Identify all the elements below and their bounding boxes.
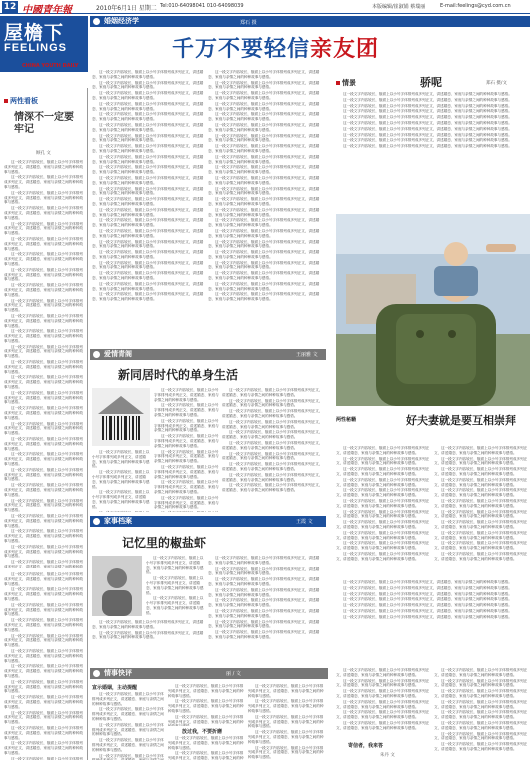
newspaper-masthead: 中國青年報 [22, 5, 72, 16]
emotion-story-headline: 骄呢 [420, 76, 442, 89]
love-story-body-col0: 这一段文字内容较长，版面上以小号字体排列成多列正文，讲述婚恋、家庭与亲情之间的种种故事与感悟。 这一段文字内容较长，版面上以小号字体排列成多列正文，讲述婚恋、家庭与亲情之间的种种故事与感悟。 这一段文字内容较长，版面上以小号字体排列成多列正文，讲述婚恋、家庭与亲情之间的种种故事与感悟。 [92, 450, 150, 509]
father-child-photo [336, 214, 530, 406]
left-column-body-lower: 这一段文字内容较长，版面上以小号字体排列成多列正文，讲述婚恋、家庭与亲情之间的种种故事与感悟。 这一段文字内容较长，版面上以小号字体排列成多列正文，讲述婚恋、家庭与亲情之间的种种故事与感悟。 这一段文字内容较长，版面上以小号字体排列成多列正文，讲述婚恋、家庭与亲情之间的种种故事与感悟。 这一段文字内容较长，版面上以小号字体排列成多列正文，讲述婚恋、家庭与亲情之间的种种故事与感悟。 这一段文字内容较长，版面上以小号字体排列成多列正文，讲述婚恋、家庭与亲情之间的种种故事与感悟。 这一段文字内容较长，版面上以小号字体排列成多列正文，讲述婚恋、家庭与亲情之间的种种故事与感悟。 这一段文字内容较长，版面上以小号字体排列成多列正文，讲述婚恋、家庭与亲情之间的种种故事与感悟。 这一段文字内容较长，版面上以小号字体排列成多列正文，讲述婚恋、家庭与亲情之间的种种故事与感悟。 这一段文字内容较长，版面上以小号字体排列成多列正文，讲述婚恋、家庭与亲情之间的种种故事与感悟。 这一段文字内容较长，版面上以小号字体排列成多列正文，讲述婚恋、家庭与亲情之间的种种故事与感悟。 这一段文字内容较长，版面上以小号字体排列成多列正文，讲述婚恋、家庭与亲情之间的种种故事与感悟。 这一段文字内容较长，版面上以小号字体排列成多列正文，讲述婚恋、家庭与亲情之间的种种故事与感悟。 这一段文字内容较长，版面上以小号字体排列 [4, 572, 84, 760]
section-english-title: FEELINGS [4, 42, 68, 54]
family-story-body-col2: 这一段文字内容较长，版面上以小号字体排列成多列正文，讲述婚恋、家庭与亲情之间的种种故事与感悟。 这一段文字内容较长，版面上以小号字体排列成多列正文，讲述婚恋、家庭与亲情之间的种种故事与感悟。 这一段文字内容较长，版面上以小号字体排列成多列正文，讲述婚恋、家庭与亲情之间的种种故事与感悟。 这一段文字内容较长，版面上以小号字体排列成多列正文，讲述婚恋、家庭与亲情之间的种种故事与感悟。 这一段文字内容较长，版面上以小号字体排列成多列正文，讲述婚恋、家庭与亲情之间的种种故事与感悟。 这一段文字内容较长，版面上以小号字体排列成多列正文，讲述婚恋、家庭与亲情之间的种种故事与感悟。 这一段文字内容较长，版面上以小号字体排列成多列正文，讲述婚恋、家庭与亲情之间的种种故事与感悟。 这一段文字内容较长，版面上以小号字体排列成多列正文，讲述婚恋、家庭与亲情之间的种种故事与感悟。 [208, 556, 320, 639]
main-headline [172, 32, 379, 63]
issue-date: 2010年6月1日 星期二 [96, 5, 157, 12]
bottom-story-author: 丽 / 文 [226, 671, 241, 677]
family-photo [92, 556, 142, 616]
love-story-tag: 爱情青阁 [104, 350, 132, 358]
photo-illustration [336, 214, 530, 406]
section-subtitle: CHINA YOUTH DAILY [22, 63, 79, 69]
bottom-subhead-3: 寄信者，我来答 [348, 743, 384, 749]
bottom-right-body-col1: 这一段文字内容较长，版面上以小号字体排列成多列正文，讲述婚恋、家庭与亲情之间的种种故事与感悟。 这一段文字内容较长，版面上以小号字体排列成多列正文，讲述婚恋、家庭与亲情之间的种种故事与感悟。 这一段文字内容较长，版面上以小号字体排列成多列正文，讲述婚恋、家庭与亲情之间的种种故事与感悟。 这一段文字内容较长，版面上以小号字体排列成多列正文，讲述婚恋、家庭与亲情之间的种种故事与感悟。 这一段文字内容较长，版面上以小号字体排列成多列正文，讲述婚恋、家庭与亲情之间的种种故事与感悟。 这一段文字内容较长，版面上以小号字体排列成多列正文，讲述婚恋、家庭与亲情之间的种种故事与感悟。 [336, 668, 430, 730]
main-story-body-col2: 这一段文字内容较长，版面上以小号字体排列成多列正文，讲述婚恋、家庭与亲情之间的种种故事与感悟。 这一段文字内容较长，版面上以小号字体排列成多列正文，讲述婚恋、家庭与亲情之间的种种故事与感悟。 这一段文字内容较长，版面上以小号字体排列成多列正文，讲述婚恋、家庭与亲情之间的种种故事与感悟。 这一段文字内容较长，版面上以小号字体排列成多列正文，讲述婚恋、家庭与亲情之间的种种故事与感悟。 这一段文字内容较长，版面上以小号字体排列成多列正文，讲述婚恋、家庭与亲情之间的种种故事与感悟。 这一段文字内容较长，版面上以小号字体排列成多列正文，讲述婚恋、家庭与亲情之间的种种故事与感悟。 这一段文字内容较长，版面上以小号字体排列成多列正文，讲述婚恋、家庭与亲情之间的种种故事与感悟。 这一段文字内容较长，版面上以小号字体排列成多列正文，讲述婚恋、家庭与亲情之间的种种故事与感悟。 这一段文字内容较长，版面上以小号字体排列成多列正文，讲述婚恋、家庭与亲情之间的种种故事与感悟。 这一段文字内容较长，版面上以小号字体排列成多列正文，讲述婚恋、家庭与亲情之间的种种故事与感悟。 这一段文字内容较长，版面上以小号字体排列成多列正文，讲述婚恋、家庭与亲情之间的种种故事与感悟。 这一段文字内容较长，版面上以小号字体排列成多列正文，讲述婚恋、家庭与亲情之间的种种故事与感悟。 这一段文字内容较长，版面上以小号字体排列成多列正文，讲述婚恋、家庭与亲情之间的种种故事与感悟。 这一段文字内容较长，版面上以小号字体排列成多列正文，讲述婚恋、家庭与亲情之间的种种故事与感悟。 这一段文字内容较长，版面上以小号字体排列成多列正文，讲述婚恋、家庭与亲情之间的种种故事与感悟。 这一段文字内容较长，版面上以小号字体排列成多列正文，讲述婚恋、家庭与亲情之间的种种故事与感悟。 这一段文字内容较长，版面上以小号字体排列成多列正文，讲述婚恋、家庭与亲情之间的种种故事与感悟。 这一段文字内容较长，版面上以小号字体排列成多列正文，讲述婚恋、家庭与亲情之间的种种故事与感悟。 这一段文字内容较长，版面上以小号字体排列成多列正文，讲述婚恋、家庭与亲情之间的种种故事与感悟。 这一段文字内容较长，版面上以小号字体排列成多列正文，讲述婚恋、家庭与亲情之间的种种故事与感悟。 这一段文字内容较长，版面上以小号字体排列成多列正文，讲述婚恋、家庭与亲情之间的种种故事与感悟。 这一段文字内容较长，版面上以小号字体排列成多列正文，讲述婚恋、家庭与亲情之间的种种故事与感悟。 [208, 70, 320, 302]
right-middle-body: 这一段文字内容较长，版面上以小号字体排列成多列正文，讲述婚恋、家庭与亲情之间的种种故事与感悟。 这一段文字内容较长，版面上以小号字体排列成多列正文，讲述婚恋、家庭与亲情之间的种种故事与感悟。 这一段文字内容较长，版面上以小号字体排列成多列正文，讲述婚恋、家庭与亲情之间的种种故事与感悟。 这一段文字内容较长，版面上以小号字体排列成多列正文，讲述婚恋、家庭与亲情之间的种种故事与感悟。 这一段文字内容较长，版面上以小号字体排列成多列正文，讲述婚恋、家庭与亲情之间的种种故事与感悟。 这一段文字内容较长，版面上以小号字体排列成多列正文，讲述婚恋、家庭与亲情之间的种种故事与感悟。 这一段文字内容较长，版面上以小号字体排列成多列正文，讲述婚恋、家庭与亲情之间的种种故事与感悟。 [343, 580, 512, 619]
family-story-headline: 记忆里的椒盐虾 [122, 536, 207, 550]
person-icon [92, 556, 142, 616]
love-story-tag-bar [90, 349, 326, 360]
top-header-strip [0, 0, 530, 14]
bullet-icon [4, 99, 8, 103]
family-story-tag: 家事档案 [104, 517, 132, 525]
bottom-story-body-col2: 这一段文字内容较长，版面上以小号字体排列成多列正文，讲述婚恋、家庭与亲情之间的种种故事与感悟。 这一段文字内容较长，版面上以小号字体排列成多列正文，讲述婚恋、家庭与亲情之间的种种故事与感悟。 这一段文字内容较长，版面上以小号字体排列成多列正文，讲述婚恋、家庭与亲情之间的种 [168, 684, 244, 724]
love-story-author: 王丽雅 文 [296, 352, 318, 358]
column-divider [87, 88, 88, 760]
left-column-author: 顾孔 文 [36, 151, 51, 156]
bottom-subhead-1: 宣示婚姻，主动提醒 [92, 685, 138, 691]
barcode-house-icon [92, 388, 150, 446]
barcode-house-image [92, 388, 150, 446]
main-headline-pre: 千万不要轻信 [172, 37, 311, 62]
emotion-story-tag: 情景 [336, 78, 356, 88]
contact-phone: Tel:010-64098041 010-64098039 [160, 3, 244, 9]
family-story-body-col0: 这一段文字内容较长，版面上以小号字体排列成多列正文，讲述婚恋、家庭与亲情之间的种种故事与感悟。 这一段文字内容较长，版面上以小号字体排列成多列正文，讲述婚恋、家庭与亲情之间的种种故事与感悟。 这一段文字内容较长，版面上以小号字体排列成多列正文，讲述婚恋、家庭与亲情之间的种种故事与感悟。 [146, 556, 204, 615]
bottom-story-body-col3: 这一段文字内容较长，版面上以小号字体排列成多列正文，讲述婚恋、家庭与亲情之间的种种故事与感悟。 这一段文字内容较长，版面上以小号字体排列成多列正文，讲述婚恋、家庭与亲情之间的种种故事与感悟。 这一段文字内容较长，版面上以小号字体排列成多列正文，讲述婚恋、家庭与亲情之间的种种故事与感悟。 这一段文字内容较长，版面上以小号字体排列成多列正文，讲述婚恋、家庭与亲情之间的种种故事与感悟。 这一段文字内容较长，版面上以小号字体排列成多列正文，讲述婚恋、家庭与亲情之间的种种故事与感悟。 [248, 684, 324, 760]
family-story-tag-bar [90, 516, 326, 527]
bullet-icon [336, 81, 340, 85]
bottom-story-tag: 情事快评 [104, 669, 132, 677]
bottom-story-body-col2b: 这一段文字内容较长，版面上以小号字体排列成多列正文，讲述婚恋、家庭与亲情之间的种种故事与感悟。 这一段文字内容较长，版面上以小号字体排列成多列正文，讲述婚恋、家庭与亲情之间的种 [168, 736, 244, 760]
family-story-author: 王霞 文 [296, 519, 313, 525]
section-title: 屋檐下 [4, 22, 65, 44]
emotion-story-author: 郑石 摄/文 [486, 81, 507, 86]
family-story-body-col1: 这一段文字内容较长，版面上以小号字体排列成多列正文，讲述婚恋、家庭与亲情之间的种种故事与感悟。 这一段文字内容较长，版面上以小号字体排列成多列正文，讲述婚恋、家庭与亲情之间的种种故事与感悟。 [92, 620, 204, 640]
page-number: 12 [3, 2, 17, 12]
love-story-body-col1: 这一段文字内容较长，版面上以小号字体排列成多列正文，讲述婚恋、家庭与亲情之间的种种故事与感悟。 这一段文字内容较长，版面上以小号字体排列成多列正文，讲述婚恋、家庭与亲情之间的种种故事与感悟。 这一段文字内容较长，版面上以小号字体排列成多列正文，讲述婚恋、家庭与亲情之间的种种故事与感悟。 这一段文字内容较长，版面上以小号字体排列成多列正文，讲述婚恋、家庭与亲情之间的种种故事与感悟。 这一段文字内容较长，版面上以小号字体排列成多列正文，讲述婚恋、家庭与亲情之间的种种故事与感悟。 这一段文字内容较长，版面上以小号字体排列成多列正文，讲述婚恋、家庭与亲情之间的种种故事与感悟。 这一段文字内容较长，版面上以小号字体排列成多列正文，讲述婚恋、家庭与亲情之间的种种故事与感悟。 这一段文字内容较长，版面上以小号字体排列成多列正文，讲述婚恋、家庭与亲情之间的种种故事与感悟。 [154, 388, 219, 510]
left-column-tag: 两性看板 [4, 96, 38, 106]
caption-box-body-col2: 这一段文字内容较长，版面上以小号字体排列成多列正文，讲述婚恋、家庭与亲情之间的种种故事与感悟。 这一段文字内容较长，版面上以小号字体排列成多列正文，讲述婚恋、家庭与亲情之间的种种故事与感悟。 这一段文字内容较长，版面上以小号字体排列成多列正文，讲述婚恋、家庭与亲情之间的种种故事与感悟。 这一段文字内容较长，版面上以小号字体排列成多列正文，讲述婚恋、家庭与亲情之间的种种故事与感悟。 这一段文字内容较长，版面上以小号字体排列成多列正文，讲述婚恋、家庭与亲情之间的种种故事与感悟。 这一段文字内容较长，版面上以小号字体排列成多列正文，讲述婚恋、家庭与亲情之间的种种故事与感悟。 这一段文字内容较长，版面上以小号字体排列成多列正文，讲述婚恋、家庭与亲情之间的种种故事与感悟。 这一段文字内容较长，版面上以小号字体排列成多列正文，讲述婚恋、家庭与亲情之间的种种故事与感悟。 这一段文字内容较长，版面上以小号字体排列成多列正文，讲述婚恋、家庭与亲情之间的种种故事与感悟。 这一段文字内容较长，版面上以小号字体排列成多列正文，讲述婚恋、家庭与亲情之间的种种故事与感悟。 这一段文字内容较长，版面上以小号字体排列成多列正文，讲述婚恋、家庭与亲情之间的种种故事与感悟。 [434, 446, 528, 561]
love-story-body-col2: 这一段文字内容较长，版面上以小号字体排列成多列正文，讲述婚恋、家庭与亲情之间的种种故事与感悟。 这一段文字内容较长，版面上以小号字体排列成多列正文，讲述婚恋、家庭与亲情之间的种种故事与感悟。 这一段文字内容较长，版面上以小号字体排列成多列正文，讲述婚恋、家庭与亲情之间的种种故事与感悟。 这一段文字内容较长，版面上以小号字体排列成多列正文，讲述婚恋、家庭与亲情之间的种种故事与感悟。 这一段文字内容较长，版面上以小号字体排列成多列正文，讲述婚恋、家庭与亲情之间的种种故事与感悟。 这一段文字内容较长，版面上以小号字体排列成多列正文，讲述婚恋、家庭与亲情之间的种种故事与感悟。 这一段文字内容较长，版面上以小号字体排列成多列正文，讲述婚恋、家庭与亲情之间的种种故事与感悟。 这一段文字内容较长，版面上以小号字体排列成多列正文，讲述婚恋、家庭与亲情之间的种种故事与感悟。 这一段文字内容较长，版面上以小号字体排列成多列正文，讲述婚恋、家庭与亲情之间的种种故事与感悟。 这一段文字内容较长，版面上以小号字体排列成多列正文，讲述婚恋、家庭与亲情之间的种种故事与感悟。 [222, 388, 323, 493]
love-story-headline: 新同居时代的单身生活 [118, 368, 239, 382]
caption-box-body-col1: 这一段文字内容较长，版面上以小号字体排列成多列正文，讲述婚恋、家庭与亲情之间的种种故事与感悟。 这一段文字内容较长，版面上以小号字体排列成多列正文，讲述婚恋、家庭与亲情之间的种种故事与感悟。 这一段文字内容较长，版面上以小号字体排列成多列正文，讲述婚恋、家庭与亲情之间的种种故事与感悟。 这一段文字内容较长，版面上以小号字体排列成多列正文，讲述婚恋、家庭与亲情之间的种种故事与感悟。 这一段文字内容较长，版面上以小号字体排列成多列正文，讲述婚恋、家庭与亲情之间的种种故事与感悟。 这一段文字内容较长，版面上以小号字体排列成多列正文，讲述婚恋、家庭与亲情之间的种种故事与感悟。 这一段文字内容较长，版面上以小号字体排列成多列正文，讲述婚恋、家庭与亲情之间的种种故事与感悟。 这一段文字内容较长，版面上以小号字体排列成多列正文，讲述婚恋、家庭与亲情之间的种种故事与感悟。 这一段文字内容较长，版面上以小号字体排列成多列正文，讲述婚恋、家庭与亲情之间的种种故事与感悟。 这一段文字内容较长，版面上以小号字体排列成多列正文，讲述婚恋、家庭与亲情之间的种种故事与感悟。 这一段文字内容较长，版面上以小号字体排列成多列正文，讲述婚恋、家庭与亲情之间的种种故事与感悟。 [336, 446, 430, 561]
caption-box-label: 两性秘籍 [336, 417, 357, 423]
main-story-tag-bar [90, 16, 530, 27]
left-column-body: 这一段文字内容较长，版面上以小号字体排列成多列正文，讲述婚恋、家庭与亲情之间的种种故事与感悟。 这一段文字内容较长，版面上以小号字体排列成多列正文，讲述婚恋、家庭与亲情之间的种种故事与感悟。 这一段文字内容较长，版面上以小号字体排列成多列正文，讲述婚恋、家庭与亲情之间的种种故事与感悟。 这一段文字内容较长，版面上以小号字体排列成多列正文，讲述婚恋、家庭与亲情之间的种种故事与感悟。 这一段文字内容较长，版面上以小号字体排列成多列正文，讲述婚恋、家庭与亲情之间的种种故事与感悟。 这一段文字内容较长，版面上以小号字体排列成多列正文，讲述婚恋、家庭与亲情之间的种种故事与感悟。 这一段文字内容较长，版面上以小号字体排列成多列正文，讲述婚恋、家庭与亲情之间的种种故事与感悟。 这一段文字内容较长，版面上以小号字体排列成多列正文，讲述婚恋、家庭与亲情之间的种种故事与感悟。 这一段文字内容较长，版面上以小号字体排列成多列正文，讲述婚恋、家庭与亲情之间的种种故事与感悟。 这一段文字内容较长，版面上以小号字体排列成多列正文，讲述婚恋、家庭与亲情之间的种种故事与感悟。 这一段文字内容较长，版面上以小号字体排列成多列正文，讲述婚恋、家庭与亲情之间的种种故事与感悟。 这一段文字内容较长，版面上以小号字体排列成多列正文，讲述婚恋、家庭与亲情之间的种种故事与感悟。 这一段文字内容较长，版面上以小号字体排列成多列正文，讲述婚恋、家庭与亲情之间的种种故事与感悟。 这一段文字内容较长，版面上以小号字体排列成多列正文，讲述婚恋、家庭与亲情之间的种种故事与感悟。 这一段文字内容较长，版面上以小号字体排列成多列正文，讲述婚恋、家庭与亲情之间的种种故事与感悟。 这一段文字内容较长，版面上以小号字体排列成多列正文，讲述婚恋、家庭与亲情之间的种种故事与感悟。 这一段文字内容较长，版面上以小号字体排列成多列正文，讲述婚恋、家庭与亲情之间的种种故事与感悟。 这一段文字内容较长，版面上以小号字体排列成多列正文，讲述婚恋、家庭与亲情之间的种种故事与感悟。 这一段文字内容较长，版面上以小号字体排列成多列正文，讲述婚恋、家庭与亲情之间的种种故事与感悟。 这一段文字内容较长，版面上以小号字体排列成多列正文，讲述婚恋、家庭与亲情之间的种种故事与感悟。 这一段文字内容较长，版面上以小号字体排列成多列正文，讲述婚恋、家庭与亲情之间的种种故事与感悟。 这一段文字内容较长，版面上以小号字体排列成多列正文，讲述婚恋、家庭与亲情之间的种种故事与感悟。 这一段文字内容较长，版面上以小号字体排列成多列正文，讲述婚恋、家庭与亲情之间的种种故事与感悟。 这一段文字内容较长，版面上以小号字体排列成多列正文，讲述婚恋、家庭与亲情之间的种种故事与感悟。 这一段文字内容较长，版面上以小号字体排列成多列正文，讲述婚恋、家庭与亲情之间的种种故事与感悟。 这一段文字内容较长，版面上以小号字体排列成多列正文，讲述婚恋、家庭与亲情之间的种种故事与感悟。 这一段文字内容较长，版面上以小号字体排列成多列正文，讲述婚恋、家庭与亲情之间的种种故 [4, 160, 84, 568]
bottom-story-tag-bar [90, 668, 328, 679]
contact-email: E-mail:feelings@cyd.com.cn [440, 3, 511, 9]
left-column-title: 情深不一定要牢记 [14, 112, 74, 135]
main-story-tag: 婚姻经济学 [104, 17, 139, 25]
caption-box-headline: 好夫妻就是要互相崇拜 [406, 414, 516, 427]
bottom-subhead-2: 放过我，不要折磨 [182, 729, 223, 735]
main-story-body-col1: 这一段文字内容较长，版面上以小号字体排列成多列正文，讲述婚恋、家庭与亲情之间的种种故事与感悟。 这一段文字内容较长，版面上以小号字体排列成多列正文，讲述婚恋、家庭与亲情之间的种种故事与感悟。 这一段文字内容较长，版面上以小号字体排列成多列正文，讲述婚恋、家庭与亲情之间的种种故事与感悟。 这一段文字内容较长，版面上以小号字体排列成多列正文，讲述婚恋、家庭与亲情之间的种种故事与感悟。 这一段文字内容较长，版面上以小号字体排列成多列正文，讲述婚恋、家庭与亲情之间的种种故事与感悟。 这一段文字内容较长，版面上以小号字体排列成多列正文，讲述婚恋、家庭与亲情之间的种种故事与感悟。 这一段文字内容较长，版面上以小号字体排列成多列正文，讲述婚恋、家庭与亲情之间的种种故事与感悟。 这一段文字内容较长，版面上以小号字体排列成多列正文，讲述婚恋、家庭与亲情之间的种种故事与感悟。 这一段文字内容较长，版面上以小号字体排列成多列正文，讲述婚恋、家庭与亲情之间的种种故事与感悟。 这一段文字内容较长，版面上以小号字体排列成多列正文，讲述婚恋、家庭与亲情之间的种种故事与感悟。 这一段文字内容较长，版面上以小号字体排列成多列正文，讲述婚恋、家庭与亲情之间的种种故事与感悟。 这一段文字内容较长，版面上以小号字体排列成多列正文，讲述婚恋、家庭与亲情之间的种种故事与感悟。 这一段文字内容较长，版面上以小号字体排列成多列正文，讲述婚恋、家庭与亲情之间的种种故事与感悟。 这一段文字内容较长，版面上以小号字体排列成多列正文，讲述婚恋、家庭与亲情之间的种种故事与感悟。 这一段文字内容较长，版面上以小号字体排列成多列正文，讲述婚恋、家庭与亲情之间的种种故事与感悟。 这一段文字内容较长，版面上以小号字体排列成多列正文，讲述婚恋、家庭与亲情之间的种种故事与感悟。 这一段文字内容较长，版面上以小号字体排列成多列正文，讲述婚恋、家庭与亲情之间的种种故事与感悟。 这一段文字内容较长，版面上以小号字体排列成多列正文，讲述婚恋、家庭与亲情之间的种种故事与感悟。 这一段文字内容较长，版面上以小号字体排列成多列正文，讲述婚恋、家庭与亲情之间的种种故事与感悟。 这一段文字内容较长，版面上以小号字体排列成多列正文，讲述婚恋、家庭与亲情之间的种种故事与感悟。 这一段文字内容较长，版面上以小号字体排列成多列正文，讲述婚恋、家庭与亲情之间的种种故事与感悟。 这一段文字内容较长，版面上以小号字体排列成多列正文，讲述婚恋、家庭与亲情之间的种种故事与感悟。 [92, 70, 204, 302]
bottom-right-author: 朱丹 文 [380, 753, 395, 758]
emotion-story-body: 这一段文字内容较长，版面上以小号字体排列成多列正文，讲述婚恋、家庭与亲情之间的种种故事与感悟。 这一段文字内容较长，版面上以小号字体排列成多列正文，讲述婚恋、家庭与亲情之间的种种故事与感悟。 这一段文字内容较长，版面上以小号字体排列成多列正文，讲述婚恋、家庭与亲情之间的种种故事与感悟。 这一段文字内容较长，版面上以小号字体排列成多列正文，讲述婚恋、家庭与亲情之间的种种故事与感悟。 这一段文字内容较长，版面上以小号字体排列成多列正文，讲述婚恋、家庭与亲情之间的种种故事与感悟。 这一段文字内容较长，版面上以小号字体排列成多列正文，讲述婚恋、家庭与亲情之间的种种故事与感悟。 这一段文字内容较长，版面上以小号字体排列成多列正文，讲述婚恋、家庭与亲情之间的种种故事与感悟。 这一段文字内容较长，版面上以小号字体排列成多列正文，讲述婚恋、家庭与亲情之间的种种故事与感悟。 这一段文字内容较长，版面上以小号字体排列成多列正文，讲述婚恋、家庭与亲情之间的种种故事与感悟。 这一段文字内容较长，版面上以小号字体排列成多列正文，讲述婚恋、家庭与亲情之间的种种故事与感悟。 [343, 92, 512, 149]
main-headline-emphasis: 亲友团 [310, 37, 380, 62]
main-story-editor: 郑石 摄 [240, 20, 257, 26]
page-editors: 本版编辑/崔淑娟 蔡瑞丽 [372, 4, 426, 10]
bottom-story-body-col1: 这一段文字内容较长，版面上以小号字体排列成多列正文，讲述婚恋、家庭与亲情之间的种种故事与感悟。 这一段文字内容较长，版面上以小号字体排列成多列正文，讲述婚恋、家庭与亲情之间的种种故事与感悟。 这一段文字内容较长，版面上以小号字体排列成多列正文，讲述婚恋、家庭与亲情之间的种种故事与感悟。 这一段文字内容较长，版面上以小号字体排列成多列正文，讲述婚恋、家庭与亲情之间的种种故事与感悟。 这一段文字内容较长，版面上以小号字体 [92, 692, 164, 758]
bottom-right-body-col2: 这一段文字内容较长，版面上以小号字体排列成多列正文，讲述婚恋、家庭与亲情之间的种种故事与感悟。 这一段文字内容较长，版面上以小号字体排列成多列正文，讲述婚恋、家庭与亲情之间的种种故事与感悟。 这一段文字内容较长，版面上以小号字体排列成多列正文，讲述婚恋、家庭与亲情之间的种种故事与感悟。 这一段文字内容较长，版面上以小号字体排列成多列正文，讲述婚恋、家庭与亲情之间的种种故事与感悟。 这一段文字内容较长，版面上以小号字体排列成多列正文，讲述婚恋、家庭与亲情之间的种种故事与感悟。 这一段文字内容较长，版面上以小号字体排列成多列正文，讲述婚恋、家庭与亲情之间的种种故事与感悟。 这一段文字内容较长，版面上以小号字体排列成多列正文，讲述婚恋、家庭与亲情之间的种种故事与感悟。 这一段文字内容较长，版面上以小号字体排列成多列正文，讲述婚恋、家庭与亲情之间的种种故事与感悟。 [434, 668, 528, 751]
